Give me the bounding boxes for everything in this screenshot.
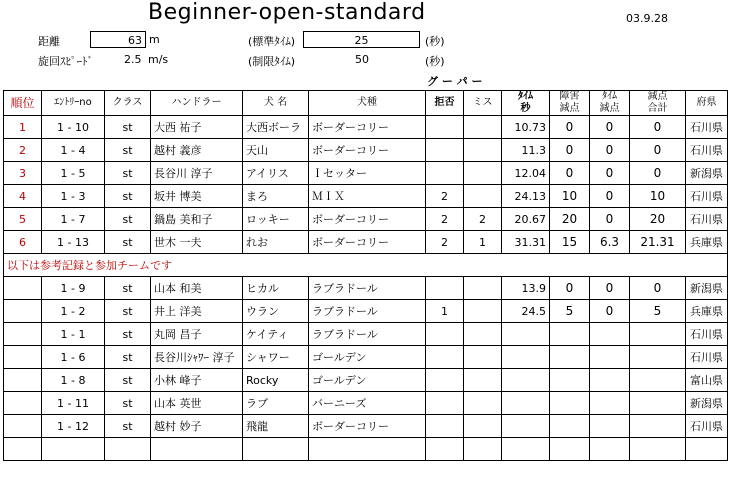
cell-miss [464, 392, 502, 415]
cell-timepen: 0 [590, 162, 630, 185]
cell-obstacle: 0 [550, 277, 590, 300]
cell-total: 0 [630, 139, 686, 162]
cell-rank [4, 415, 42, 438]
cell-total [630, 415, 686, 438]
cell-breed: ＭＩＸ [309, 185, 426, 208]
cell-dog: アイリス [243, 162, 309, 185]
header-total-top: 減点 [647, 91, 668, 102]
cell-class: st [105, 392, 151, 415]
cell-rank: 3 [4, 162, 42, 185]
cell-obstacle: 20 [550, 208, 590, 231]
cell-class: st [105, 185, 151, 208]
distance-unit: m [149, 33, 160, 46]
header-total-bottom: 合計 [647, 103, 668, 114]
cell-time [502, 369, 550, 392]
header-miss: ミス [464, 91, 502, 116]
cell-dog: ヒカル [243, 277, 309, 300]
cell-miss: 1 [464, 231, 502, 254]
cell-refusal [426, 277, 464, 300]
cell-timepen [590, 323, 630, 346]
cell-miss [464, 300, 502, 323]
header-obstacle-bottom: 減点 [559, 103, 580, 114]
cell-rank [4, 369, 42, 392]
header-time-bottom: 秒 [520, 103, 531, 114]
cell-time: 24.5 [502, 300, 550, 323]
cell-total: 20 [630, 208, 686, 231]
cell-obstacle [550, 323, 590, 346]
cell-entry: 1 - 10 [42, 116, 105, 139]
cell-breed: ボーダーコリー [309, 415, 426, 438]
cell-entry: 1 - 6 [42, 346, 105, 369]
cell-class: st [105, 277, 151, 300]
cell-rank: 4 [4, 185, 42, 208]
cell-obstacle: 15 [550, 231, 590, 254]
cell-refusal: 1 [426, 300, 464, 323]
cell-pref: 石川県 [686, 185, 728, 208]
std-time-value-box[interactable] [303, 31, 420, 48]
cell-total: 0 [630, 277, 686, 300]
cell-timepen [590, 346, 630, 369]
cell-miss [464, 116, 502, 139]
cell-refusal [426, 392, 464, 415]
cell-timepen: 0 [590, 139, 630, 162]
cell-entry: 1 - 1 [42, 323, 105, 346]
header-timepen [590, 91, 630, 116]
cell-obstacle: 0 [550, 139, 590, 162]
cell-breed: ゴールデン [309, 346, 426, 369]
cell-miss [464, 346, 502, 369]
cell-dog: れお [243, 231, 309, 254]
cell-pref: 石川県 [686, 323, 728, 346]
cell-refusal [426, 346, 464, 369]
cell-obstacle: 0 [550, 116, 590, 139]
empty-row [4, 438, 728, 461]
speed-label: 旋回ｽﾋﾟｰﾄﾞ [38, 55, 93, 68]
cell-class: st [105, 369, 151, 392]
cell-handler: 越村 妙子 [151, 415, 243, 438]
cell-total: 5 [630, 300, 686, 323]
cell-timepen: 0 [590, 208, 630, 231]
cell-pref: 石川県 [686, 116, 728, 139]
cell-handler: 井上 洋美 [151, 300, 243, 323]
max-time-label: (制限ﾀｲﾑ) [248, 55, 296, 68]
cell-refusal [426, 415, 464, 438]
cell-timepen: 0 [590, 277, 630, 300]
cell-time [502, 323, 550, 346]
cell-time: 20.67 [502, 208, 550, 231]
cell-class: st [105, 300, 151, 323]
cell-rank: 6 [4, 231, 42, 254]
cell-pref: 兵庫県 [686, 231, 728, 254]
cell-class: st [105, 415, 151, 438]
ranked-row [4, 231, 728, 254]
header-pref: 府県 [686, 91, 728, 116]
header-breed: 犬種 [309, 91, 426, 116]
cell-timepen: 6.3 [590, 231, 630, 254]
cell-entry: 1 - 13 [42, 231, 105, 254]
cell-obstacle [550, 346, 590, 369]
cell-total: 0 [630, 162, 686, 185]
cell-breed: ゴールデン [309, 369, 426, 392]
cell-timepen [590, 415, 630, 438]
reference-row [4, 369, 728, 392]
cell-class: st [105, 139, 151, 162]
cell-refusal [426, 139, 464, 162]
cell-obstacle [550, 392, 590, 415]
group-label: グ ー パ ー [427, 75, 483, 88]
cell-miss [464, 185, 502, 208]
cell-time: 24.13 [502, 185, 550, 208]
cell-dog: ケイティ [243, 323, 309, 346]
cell-miss [464, 415, 502, 438]
cell-entry: 1 - 5 [42, 162, 105, 185]
cell-pref: 富山県 [686, 369, 728, 392]
header-timepen-top: ﾀｲﾑ [602, 91, 617, 102]
cell-rank: 2 [4, 139, 42, 162]
cell-entry: 1 - 7 [42, 208, 105, 231]
cell-obstacle [550, 415, 590, 438]
cell-time: 12.04 [502, 162, 550, 185]
header-time-top: ﾀｲﾑ [518, 91, 533, 102]
cell-timepen [590, 392, 630, 415]
std-time-label: (標準ﾀｲﾑ) [248, 35, 296, 48]
header-obstacle [550, 91, 590, 116]
cell-entry: 1 - 12 [42, 415, 105, 438]
cell-handler: 世木 一夫 [151, 231, 243, 254]
std-time-unit: (秒) [425, 35, 445, 48]
cell-handler: 小林 峰子 [151, 369, 243, 392]
cell-breed: ボーダーコリー [309, 139, 426, 162]
cell-time [502, 392, 550, 415]
max-time-unit: (秒) [425, 55, 445, 68]
results-table [3, 90, 728, 461]
cell-refusal: 2 [426, 208, 464, 231]
cell-dog: 大西ボーラ [243, 116, 309, 139]
reference-row [4, 300, 728, 323]
cell-dog: ロッキー [243, 208, 309, 231]
cell-dog: ウラン [243, 300, 309, 323]
cell-refusal [426, 116, 464, 139]
cell-entry: 1 - 8 [42, 369, 105, 392]
ranked-row [4, 139, 728, 162]
cell-handler: 丸岡 昌子 [151, 323, 243, 346]
cell-class: st [105, 162, 151, 185]
header-entry: ｴﾝﾄﾘｰno [42, 91, 105, 116]
cell-total [630, 392, 686, 415]
distance-label: 距離 [38, 35, 60, 48]
cell-entry: 1 - 11 [42, 392, 105, 415]
ranked-row [4, 162, 728, 185]
distance-value: 63 [128, 34, 142, 47]
cell-time [502, 415, 550, 438]
cell-class: st [105, 346, 151, 369]
header-refusal: 拒否 [426, 91, 464, 116]
cell-miss: 2 [464, 208, 502, 231]
ranked-row [4, 208, 728, 231]
reference-row [4, 323, 728, 346]
cell-class: st [105, 323, 151, 346]
reference-row [4, 346, 728, 369]
cell-obstacle: 0 [550, 162, 590, 185]
cell-total: 21.31 [630, 231, 686, 254]
cell-handler: 山本 英世 [151, 392, 243, 415]
cell-rank [4, 323, 42, 346]
cell-pref: 新潟県 [686, 277, 728, 300]
cell-total: 10 [630, 185, 686, 208]
cell-rank [4, 277, 42, 300]
cell-total [630, 323, 686, 346]
cell-entry: 1 - 4 [42, 139, 105, 162]
reference-row [4, 277, 728, 300]
header-time [502, 91, 550, 116]
reference-note: 以下は参考記録と参加チームです [4, 254, 728, 277]
cell-dog: 飛龍 [243, 415, 309, 438]
header-class: クラス [105, 91, 151, 116]
cell-refusal: 2 [426, 231, 464, 254]
cell-pref: 兵庫県 [686, 300, 728, 323]
cell-rank [4, 346, 42, 369]
cell-breed: バーニーズ [309, 392, 426, 415]
cell-breed: ラブラドール [309, 300, 426, 323]
cell-entry: 1 - 3 [42, 185, 105, 208]
cell-breed: ボーダーコリー [309, 231, 426, 254]
cell-total [630, 369, 686, 392]
cell-entry: 1 - 9 [42, 277, 105, 300]
cell-handler: 大西 祐子 [151, 116, 243, 139]
header-handler: ハンドラー [151, 91, 243, 116]
cell-dog: ラブ [243, 392, 309, 415]
cell-handler: 山本 和美 [151, 277, 243, 300]
page-title: Beginner-open-standard [148, 0, 426, 25]
ranked-row [4, 116, 728, 139]
cell-dog: シャワー [243, 346, 309, 369]
cell-pref: 石川県 [686, 346, 728, 369]
cell-pref: 石川県 [686, 415, 728, 438]
cell-miss [464, 277, 502, 300]
max-time-value: 50 [355, 53, 369, 66]
cell-dog: Rocky [243, 369, 309, 392]
cell-entry: 1 - 2 [42, 300, 105, 323]
event-date: 03.9.28 [626, 12, 668, 25]
cell-handler: 坂井 博美 [151, 185, 243, 208]
cell-rank: 1 [4, 116, 42, 139]
cell-miss [464, 323, 502, 346]
note-row [4, 254, 728, 277]
reference-row [4, 415, 728, 438]
cell-miss [464, 139, 502, 162]
cell-dog: まろ [243, 185, 309, 208]
cell-class: st [105, 116, 151, 139]
cell-total [630, 346, 686, 369]
cell-pref: 新潟県 [686, 162, 728, 185]
cell-pref: 新潟県 [686, 392, 728, 415]
cell-timepen: 0 [590, 185, 630, 208]
cell-pref: 石川県 [686, 208, 728, 231]
cell-time: 31.31 [502, 231, 550, 254]
cell-time: 13.9 [502, 277, 550, 300]
cell-total: 0 [630, 116, 686, 139]
cell-breed: Ｉセッター [309, 162, 426, 185]
cell-miss [464, 369, 502, 392]
distance-value-box[interactable] [90, 31, 146, 48]
header-rank: 順位 [4, 91, 42, 116]
cell-handler: 長谷川 淳子 [151, 162, 243, 185]
cell-obstacle: 5 [550, 300, 590, 323]
cell-breed: ラブラドール [309, 277, 426, 300]
cell-refusal [426, 369, 464, 392]
cell-handler: 越村 義彦 [151, 139, 243, 162]
cell-breed: ラブラドール [309, 323, 426, 346]
cell-breed: ボーダーコリー [309, 208, 426, 231]
cell-timepen: 0 [590, 116, 630, 139]
header-row [4, 91, 728, 116]
ranked-row [4, 185, 728, 208]
cell-timepen: 0 [590, 300, 630, 323]
cell-breed: ボーダーコリー [309, 116, 426, 139]
header-obstacle-top: 障害 [559, 91, 580, 102]
cell-timepen [590, 369, 630, 392]
cell-obstacle [550, 369, 590, 392]
header-dog: 犬 名 [243, 91, 309, 116]
cell-handler: 長谷川ｼｬﾜｰ 淳子 [151, 346, 243, 369]
cell-class: st [105, 231, 151, 254]
std-time-value: 25 [354, 34, 369, 47]
cell-refusal [426, 162, 464, 185]
cell-refusal [426, 323, 464, 346]
cell-time: 11.3 [502, 139, 550, 162]
speed-unit: m/s [148, 53, 169, 66]
header-total [630, 91, 686, 116]
cell-obstacle: 10 [550, 185, 590, 208]
cell-refusal: 2 [426, 185, 464, 208]
cell-pref: 石川県 [686, 139, 728, 162]
cell-time [502, 346, 550, 369]
cell-rank: 5 [4, 208, 42, 231]
cell-rank [4, 392, 42, 415]
cell-rank [4, 300, 42, 323]
cell-time: 10.73 [502, 116, 550, 139]
reference-row [4, 392, 728, 415]
header-timepen-bottom: 減点 [599, 103, 620, 114]
speed-value: 2.5 [124, 53, 142, 66]
cell-dog: 天山 [243, 139, 309, 162]
cell-miss [464, 162, 502, 185]
cell-class: st [105, 208, 151, 231]
cell-handler: 鍋島 美和子 [151, 208, 243, 231]
